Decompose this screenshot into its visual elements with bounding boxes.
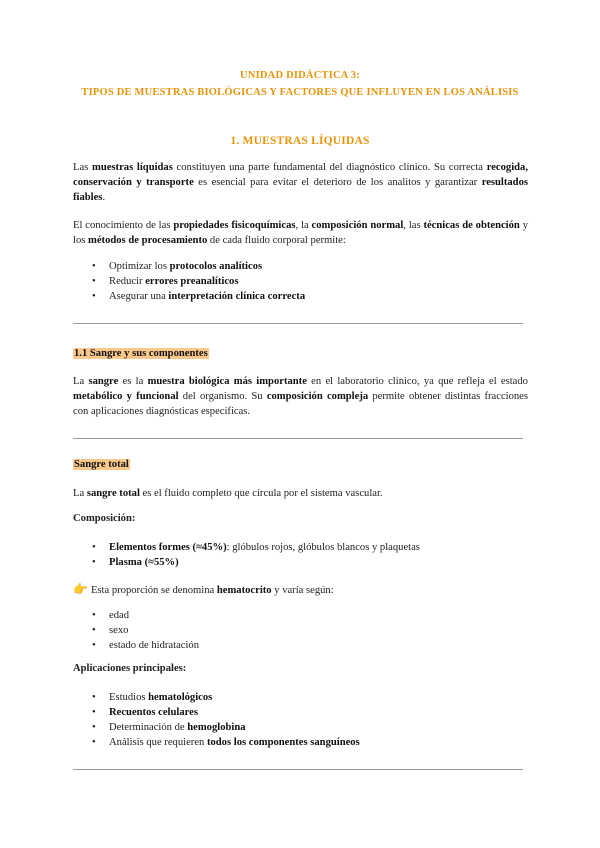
unit-subtitle: TIPOS DE MUESTRAS BIOLÓGICAS Y FACTORES QUE INFLUYEN EN LOS ANÁLISIS [81, 87, 519, 98]
text: y varía según: [271, 585, 334, 596]
text: es la [118, 376, 148, 387]
bold-text: sangre [88, 376, 119, 387]
text: constituyen una parte fundamental del diagnóstico clínico. Su correcta [172, 162, 487, 173]
bold-text: sangre total [86, 488, 140, 499]
bullet-icon: • [92, 276, 96, 287]
bold-text: composición normal [311, 220, 404, 231]
bold-text: Plasma (≈55%) [109, 557, 179, 568]
text: Reducir [109, 276, 146, 287]
text: es el fluido completo que circula por el sistema vascular. [139, 488, 383, 499]
subsection-title [73, 348, 209, 359]
text: : glóbulos rojos, glóbulos blancos y plaquetas [226, 542, 420, 553]
text: Determinación de [109, 722, 188, 733]
knowledge-paragraph [73, 218, 528, 248]
text: y los [73, 220, 528, 246]
text: El conocimiento de las [73, 220, 174, 231]
text: La [73, 376, 89, 387]
text: Asegurar una [109, 291, 169, 302]
hematocrit-note [73, 582, 334, 598]
bullet-icon: • [92, 542, 96, 553]
bullet-icon: • [92, 610, 96, 621]
bold-text: todos los componentes sanguíneos [206, 737, 360, 748]
highlighted-title: 1.1 Sangre y sus componentes [74, 348, 208, 359]
bullet-icon: • [92, 261, 96, 272]
divider [73, 769, 523, 770]
bold-text: hematocrito [216, 585, 272, 596]
bullet-icon: • [92, 557, 96, 568]
bold-text: métodos de procesamiento [88, 235, 208, 246]
text: Análisis que requieren [109, 737, 207, 748]
text: Esta proporción se denomina [90, 585, 217, 596]
bullet-icon: • [92, 625, 96, 636]
blood-paragraph [73, 374, 528, 419]
bullet-icon: • [92, 640, 96, 651]
text: La [73, 488, 87, 499]
intro-paragraph [73, 160, 528, 205]
text: . [102, 192, 106, 203]
bullet-icon: • [92, 291, 96, 302]
bold-text: recogida, conservación y transporte [73, 162, 529, 188]
bold-text: muestra biológica más importante [147, 376, 307, 387]
text: del organismo. Su [178, 391, 267, 402]
bullet-icon: • [92, 707, 96, 718]
bold-text: propiedades fisicoquímicas [173, 220, 296, 231]
text: sexo [109, 625, 129, 636]
bold-text: hemoglobina [187, 722, 246, 733]
bold-text: protocolos analíticos [169, 261, 263, 272]
text: en el laboratorio clínico, ya que refleja el estado [306, 376, 528, 387]
text: Optimizar los [109, 261, 170, 272]
text: estado de hidratación [109, 640, 200, 651]
text: Estudios [109, 692, 149, 703]
bold-text: Recuentos celulares [109, 707, 198, 718]
subsection-title [73, 459, 130, 470]
whole-blood-paragraph [73, 486, 528, 501]
text: , las [403, 220, 424, 231]
divider [73, 438, 523, 439]
bold-text: técnicas de obtención [423, 220, 520, 231]
unit-title: UNIDAD DIDÁCTICA 3: [240, 70, 360, 81]
bold-text: composición compleja [266, 391, 369, 402]
bold-text: muestras líquidas [92, 162, 173, 173]
text: de cada fluido corporal permite: [207, 235, 346, 246]
bold-text: resultados fiables [73, 177, 528, 203]
bullet-icon: • [92, 737, 96, 748]
bold-text: hematológicos [148, 692, 213, 703]
divider [73, 323, 523, 324]
section-title: 1. MUESTRAS LÍQUIDAS [230, 135, 370, 147]
bold-text: interpretación clínica correcta [168, 291, 306, 302]
text: , la [295, 220, 312, 231]
bold-text: errores preanalíticos [145, 276, 239, 287]
bold-text: Elementos formes (≈45%) [109, 542, 227, 553]
text: es esencial para evitar el deterioro de los analitos y garantizar [193, 177, 482, 188]
applications-label: Aplicaciones principales: [73, 663, 187, 674]
text: edad [109, 610, 129, 621]
composition-label: Composición: [73, 513, 136, 524]
pointing-hand-icon: 👉 [73, 582, 88, 596]
bold-text: metabólico y funcional [73, 391, 179, 402]
text: permite obtener distintas fracciones con aplicaciones diagnósticas específicas. [73, 391, 529, 417]
text: Las [73, 162, 93, 173]
highlighted-title: Sangre total [74, 459, 129, 470]
bullet-icon: • [92, 692, 96, 703]
bullet-icon: • [92, 722, 96, 733]
